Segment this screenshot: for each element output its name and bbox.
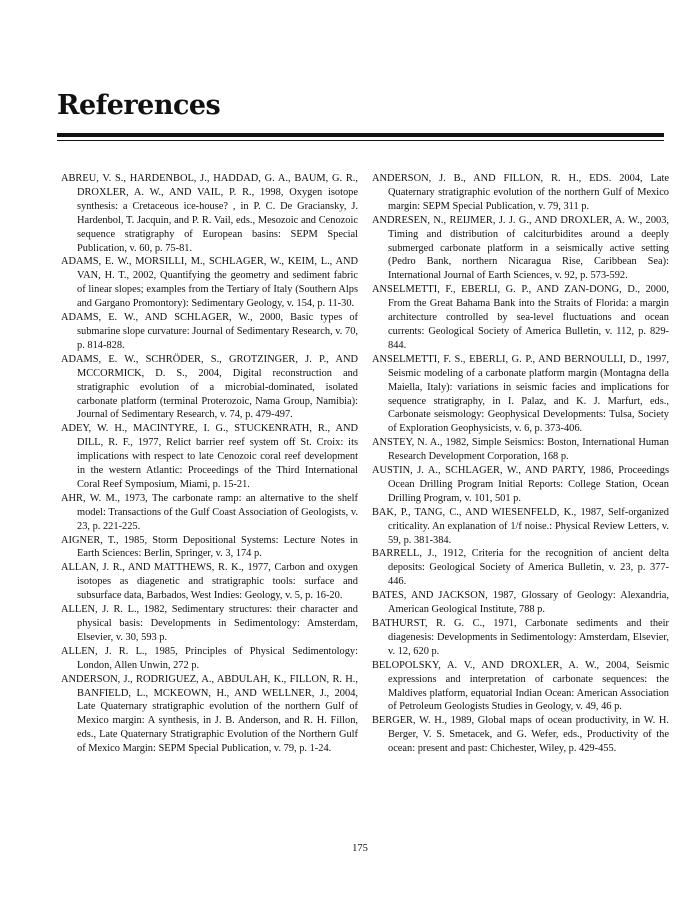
reference-entry: BELOPOLSKY, A. V., AND DROXLER, A. W., 2004, Seismic expressions and interpretation of carbonate sequences: the Maldives platform, equatorial Indian Ocean: American Association of Petroleum Geologists Studies in Geology, v. 49, 46 p. [372, 659, 669, 713]
reference-entry: ANSTEY, N. A., 1982, Simple Seismics: Boston, International Human Research Development Corporation, 168 p. [372, 437, 669, 463]
reference-entry: AUSTIN, J. A., SCHLAGER, W., AND PARTY, 1986, Proceedings Ocean Drilling Program Initial Reports: College Station, Ocean Drilling Program, v. 101, 501 p. [372, 465, 669, 504]
reference-entry: BATES, AND JACKSON, 1987, Glossary of Geology: Alexandria, American Geological Institute, 788 p. [372, 590, 669, 616]
reference-entry: ADAMS, E. W., SCHRÖDER, S., GROTZINGER, J. P., AND MCCORMICK, D. S., 2004, Digital reconstruction and stratigraphic evolution of a microbial-dominated, isolated carbonate platform (terminal Proterozoic, Nama Group, Namibia): Journal of Sedimentary Research, v. 74, p. 479-497. [61, 353, 358, 421]
reference-entry: ADEY, W. H., MACINTYRE, I. G., STUCKENRATH, R., AND DILL, R. F., 1977, Relict barrier reef system off St. Croix: its implications with respect to late Cenozoic coral reef development in the western Atlantic: Proceedings of the Third International Coral Reef Symposium, Miami, p. 15-21. [61, 423, 358, 490]
reference-column-left [61, 172, 358, 756]
reference-entry: ANSELMETTI, F., EBERLI, G. P., AND ZAN-DONG, D., 2000, From the Great Bahama Bank into the Straits of Florida: a margin architecture controlled by sea-level fluctuations and ocean currents: Geological Society of America Bulletin, v. 112, p. 829-844. [372, 284, 669, 351]
reference-entry: ANDERSON, J. B., AND FILLON, R. H., EDS. 2004, Late Quaternary stratigraphic evolution of the northern Gulf of Mexico margin: SEPM Special Publication, v. 79, 311 p. [372, 173, 669, 212]
reference-entry: BERGER, W. H., 1989, Global maps of ocean productivity, in W. H. Berger, V. S. Smetacek, and G. Wefer, eds., Productivity of the ocean: present and past: Chichester, Wiley, p. 429-455. [372, 715, 669, 755]
reference-entry: BAK, P., TANG, C., AND WIESENFELD, K., 1987, Self-organized criticality. An explanation of 1/f noise.: Physical Review Letters, v. 59, p. 381-384. [372, 506, 669, 546]
reference-entry: BATHURST, R. G. C., 1971, Carbonate sediments and their diagenesis: Developments in Sedimentology: Amsterdam, Elsevier, v. 12, 620 p. [372, 618, 669, 657]
reference-entry: ALLEN, J. R. L., 1985, Principles of Physical Sedimentology: London, Allen Unwin, 272 p. [61, 645, 358, 671]
reference-entry: ANDRESEN, N., REIJMER, J. J. G., AND DROXLER, A. W., 2003, Timing and distribution of calciturbidites around a deeply submerged carbonate platform in a seismically active setting (Pedro Bank, northern Nicaragua Rise, Caribbean Sea): International Journal of Earth Sciences, v. 92, p. 573-592. [372, 214, 669, 282]
title-rule-thick [57, 133, 664, 137]
page-number: 175 [352, 843, 368, 854]
title-rule-thin [57, 140, 664, 141]
reference-entry: ALLAN, J. R., AND MATTHEWS, R. K., 1977, Carbon and oxygen isotopes as diagenetic and stratigraphic tools: surface and subsurface data, Barbados, West Indies: Geology, v. 5, p. 16-20. [61, 562, 358, 602]
reference-entry: ALLEN, J. R. L., 1982, Sedimentary structures: their character and physical basis: Developments in Sedimentology: Amsterdam, Elsevier, v. 30, 593 p. [61, 604, 358, 643]
reference-entry: ADAMS, E. W., AND SCHLAGER, W., 2000, Basic types of submarine slope curvature: Journal of Sedimentary Research, v. 70, p. 814-828. [61, 312, 358, 351]
reference-entry: ADAMS, E. W., MORSILLI, M., SCHLAGER, W., KEIM, L., AND VAN, H. T., 2002, Quantifying the geometry and sediment fabric of linear slopes; examples from the Tertiary of Italy (Southern Alps and Gargano Promontory): Sedimentary Geology, v. 154, p. 11-30. [61, 256, 358, 310]
reference-entry: ANSELMETTI, F. S., EBERLI, G. P., AND BERNOULLI, D., 1997, Seismic modeling of a carbonate platform margin (Montagna della Maiella, Italy): variations in seismic facies and implications for sequence stratigraphy, in I. Palaz, and K. J. Marfurt, eds., Carbonate seismology: Geophysical Developments: Tulsa, Society of Exploration Geophysicists, v. 6, p. 373-406. [372, 353, 669, 435]
page-title: References [57, 90, 221, 121]
reference-entry: ANDERSON, J., RODRIGUEZ, A., ABDULAH, K., FILLON, R. H., BANFIELD, L., MCKEOWN, H., AND WELLNER, J., 2004, Late Quaternary stratigraphic evolution of the northern Gulf of Mexico margin: A synthesis, in J. B. Anderson, and R. H. Fillon, eds., Late Quaternary Stratigraphic Evolution of the Northern Gulf of Mexico Margin: SEPM Special Publication, v. 79, p. 1-24. [61, 673, 358, 755]
reference-entry: AIGNER, T., 1985, Storm Depositional Systems: Lecture Notes in Earth Sciences: Berlin, Springer, v. 3, 174 p. [61, 534, 358, 560]
reference-column-right [372, 172, 669, 756]
reference-entry: ABREU, V. S., HARDENBOL, J., HADDAD, G. A., BAUM, G. R., DROXLER, A. W., AND VAIL, P. R., 1998, Oxygen isotope synthesis: a Cretaceous ice-house? , in P. C. De Graciansky, J. Hardenbol, T. Jacquin, and P. R. Vail, eds., Mesozoic and Cenozoic sequence stratigraphy of European basins: SEPM Special Publication, v. 60, p. 75-81. [61, 173, 358, 254]
reference-entry: BARRELL, J., 1912, Criteria for the recognition of ancient delta deposits: Geological Society of America Bulletin, v. 23, p. 377-446. [372, 548, 669, 588]
reference-entry: AHR, W. M., 1973, The carbonate ramp: an alternative to the shelf model: Transactions of the Gulf Coast Association of Geologists, v. 23, p. 221-225. [61, 492, 358, 532]
